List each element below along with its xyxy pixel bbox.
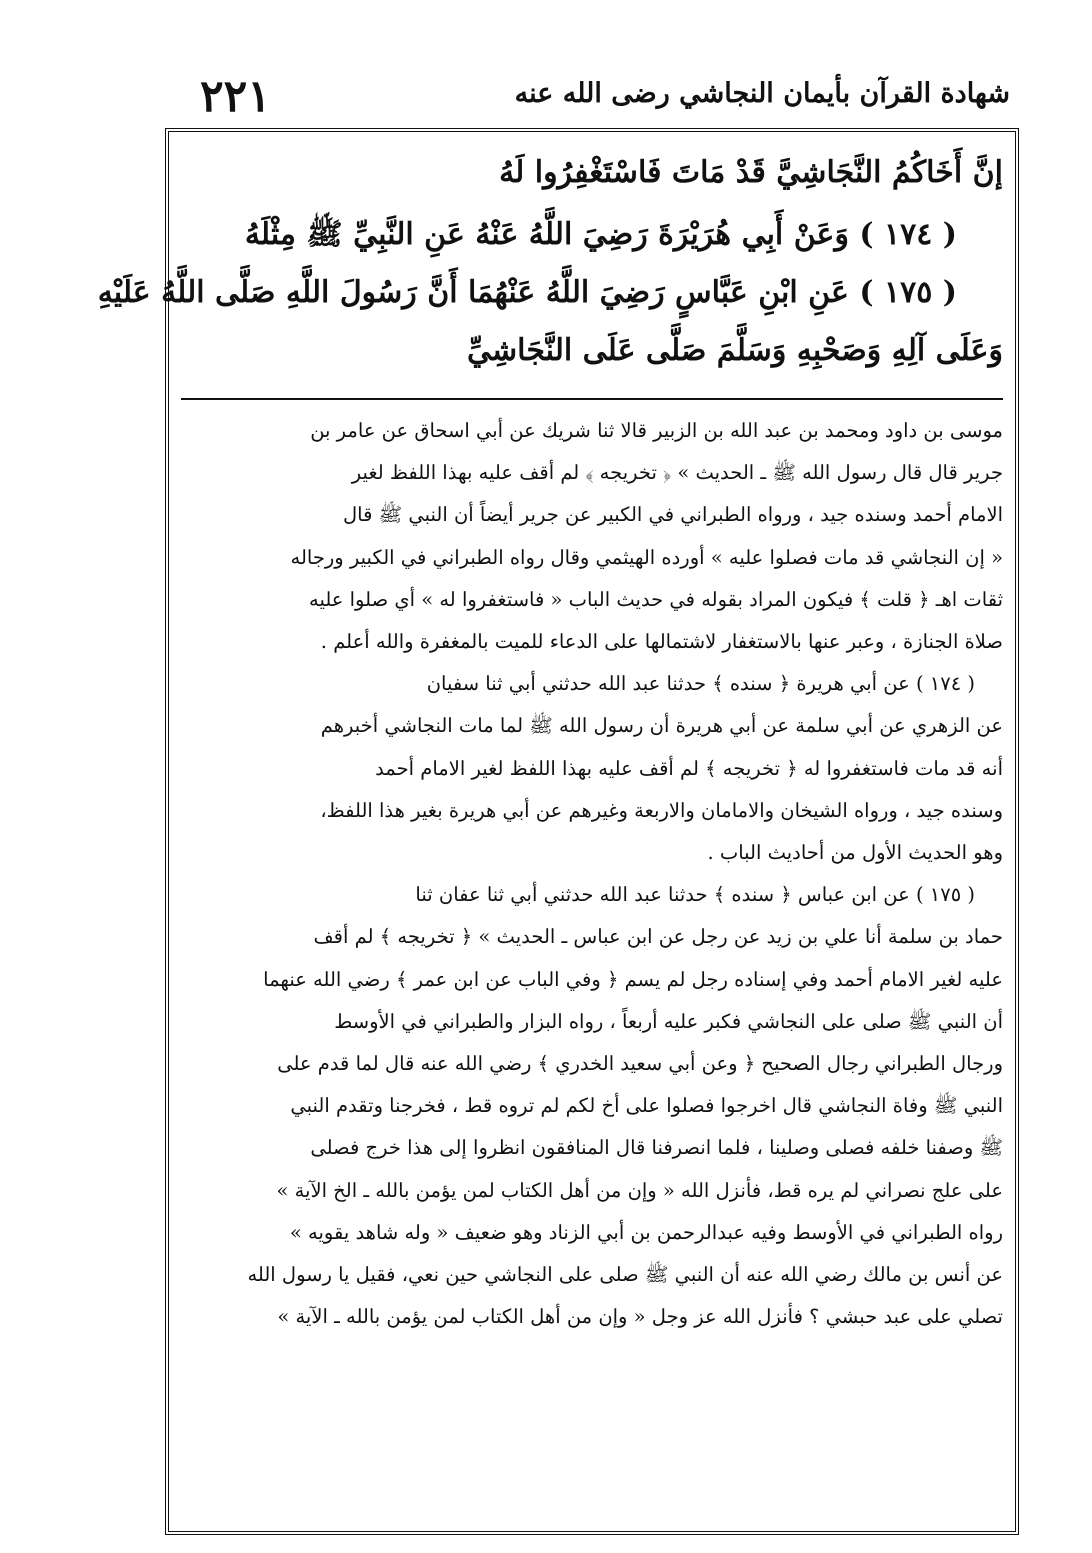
commentary-line: على علج نصراني لم يره قط، فأنزل الله « وإن من أهل الكتاب لمن يؤمن بالله ـ الخ الآية » — [276, 1178, 1003, 1202]
commentary-line: وهو الحديث الأول من أحاديث الباب . — [707, 841, 1003, 865]
commentary-line: أنه قد مات فاستغفروا له ﴿ تخريجه ﴾ لم أقف عليه بهذا اللفظ لغير الامام أحمد — [375, 756, 1003, 780]
page-number: ٢٢١ — [200, 71, 271, 122]
text-area — [97, 138, 1003, 1521]
commentary-line: النبي ﷺ وفاة النجاشي قال اخرجوا فصلوا على أخ لكم لم تروه قط ، فخرجنا وتقدم النبي — [290, 1094, 1003, 1118]
hadith-text-line: إنَّ أَخَاكُمُ النَّجَاشِيَّ قَدْ مَاتَ فَاسْتَغْفِرُوا لَهُ — [499, 155, 1003, 190]
commentary-line: ثقات اهـ ﴿ قلت ﴾ فيكون المراد بقوله في حديث الباب « فاستغفروا له » أي صلوا عليه — [309, 587, 1003, 611]
section-divider — [181, 398, 1003, 400]
commentary-line: ( ١٧٥ ) عن ابن عباس ﴿ سنده ﴾ حدثنا عبد الله حدثني أبي ثنا عفان ثنا — [415, 883, 975, 907]
page-header — [150, 72, 1010, 122]
hadith-text-line: ( ١٧٤ ) وَعَنْ أَبِي هُرَيْرَةَ رَضِيَ اللَّهُ عَنْهُ عَنِ النَّبِيِّ ﷺ مِثْلَهُ — [244, 217, 957, 252]
commentary-line: موسى بن داود ومحمد بن عبد الله بن الزبير قالا ثنا شريك عن أبي اسحاق عن عامر بن — [310, 419, 1003, 442]
commentary-line: ورجال الطبراني رجال الصحيح ﴿ وعن أبي سعيد الخدري ﴾ رضي الله عنه قال لما قدم على — [277, 1052, 1003, 1076]
commentary-line: حماد بن سلمة أنا علي بن زيد عن رجل عن ابن عباس ـ الحديث » ﴿ تخريجه ﴾ لم أقف — [313, 925, 1003, 949]
commentary-line: « إن النجاشي قد مات فصلوا عليه » أورده الهيثمي وقال رواه الطبراني في الكبير ورجاله — [290, 545, 1003, 569]
commentary-line: وسنده جيد ، ورواه الشيخان والامامان والاربعة وغيرهم عن أبي هريرة بغير هذا اللفظ، — [320, 798, 1003, 822]
commentary-line: تصلي على عبد حبشي ؟ فأنزل الله عز وجل « وإن من أهل الكتاب لمن يؤمن بالله ـ الآية » — [277, 1305, 1003, 1329]
hadith-text-line: وَعَلَى آلِهِ وَصَحْبِهِ وَسَلَّمَ صَلَّى عَلَى النَّجَاشِيِّ — [467, 333, 1003, 368]
hadith-text-line: ( ١٧٥ ) عَنِ ابْنِ عَبَّاسٍ رَضِيَ اللَّهُ عَنْهُمَا أَنَّ رَسُولَ اللَّهِ صَلَّى اللَّهُ عَلَيْهِ — [97, 275, 957, 310]
commentary-line: جرير قال قال رسول الله ﷺ ـ الحديث » ﴿ تخريجه ﴾ لم أقف عليه بهذا اللفظ لغير — [351, 461, 1003, 485]
commentary-line: عن الزهري عن أبي سلمة عن أبي هريرة أن رسول الله ﷺ لما مات النجاشي أخبرهم — [320, 714, 1003, 738]
commentary-line: ( ١٧٤ ) عن أبي هريرة ﴿ سنده ﴾ حدثنا عبد الله حدثني أبي ثنا سفيان — [426, 672, 975, 696]
page-frame — [97, 128, 1019, 1535]
commentary-line: الامام أحمد وسنده جيد ، ورواه الطبراني في الكبير عن جرير أيضاً أن النبي ﷺ قال — [342, 503, 1003, 527]
commentary-line: رواه الطبراني في الأوسط وفيه عبدالرحمن بن أبي الزناد وهو ضعيف « وله شاهد يقويه » — [289, 1220, 1003, 1244]
commentary-line: أن النبي ﷺ صلى على النجاشي فكبر عليه أربعاً ، رواه البزار والطبراني في الأوسط — [334, 1009, 1003, 1033]
commentary-line: عليه لغير الامام أحمد وفي إسناده رجل لم يسم ﴿ وفي الباب عن ابن عمر ﴾ رضي الله عنهما — [263, 967, 1003, 991]
running-title: شهادة القرآن بأيمان النجاشي رضى الله عنه — [514, 78, 1010, 109]
commentary-line: ﷺ وصفنا خلفه فصلى وصلينا ، فلما انصرفنا قال المنافقون انظروا إلى هذا خرج فصلى — [310, 1136, 1003, 1160]
commentary-line: عن أنس بن مالك رضي الله عنه أن النبي ﷺ صلى على النجاشي حين نعي، فقيل يا رسول الله — [247, 1263, 1003, 1287]
commentary-line: صلاة الجنازة ، وعبر عنها بالاستغفار لاشتمالها على الدعاء للميت بالمغفرة والله أعلم . — [320, 630, 1003, 654]
